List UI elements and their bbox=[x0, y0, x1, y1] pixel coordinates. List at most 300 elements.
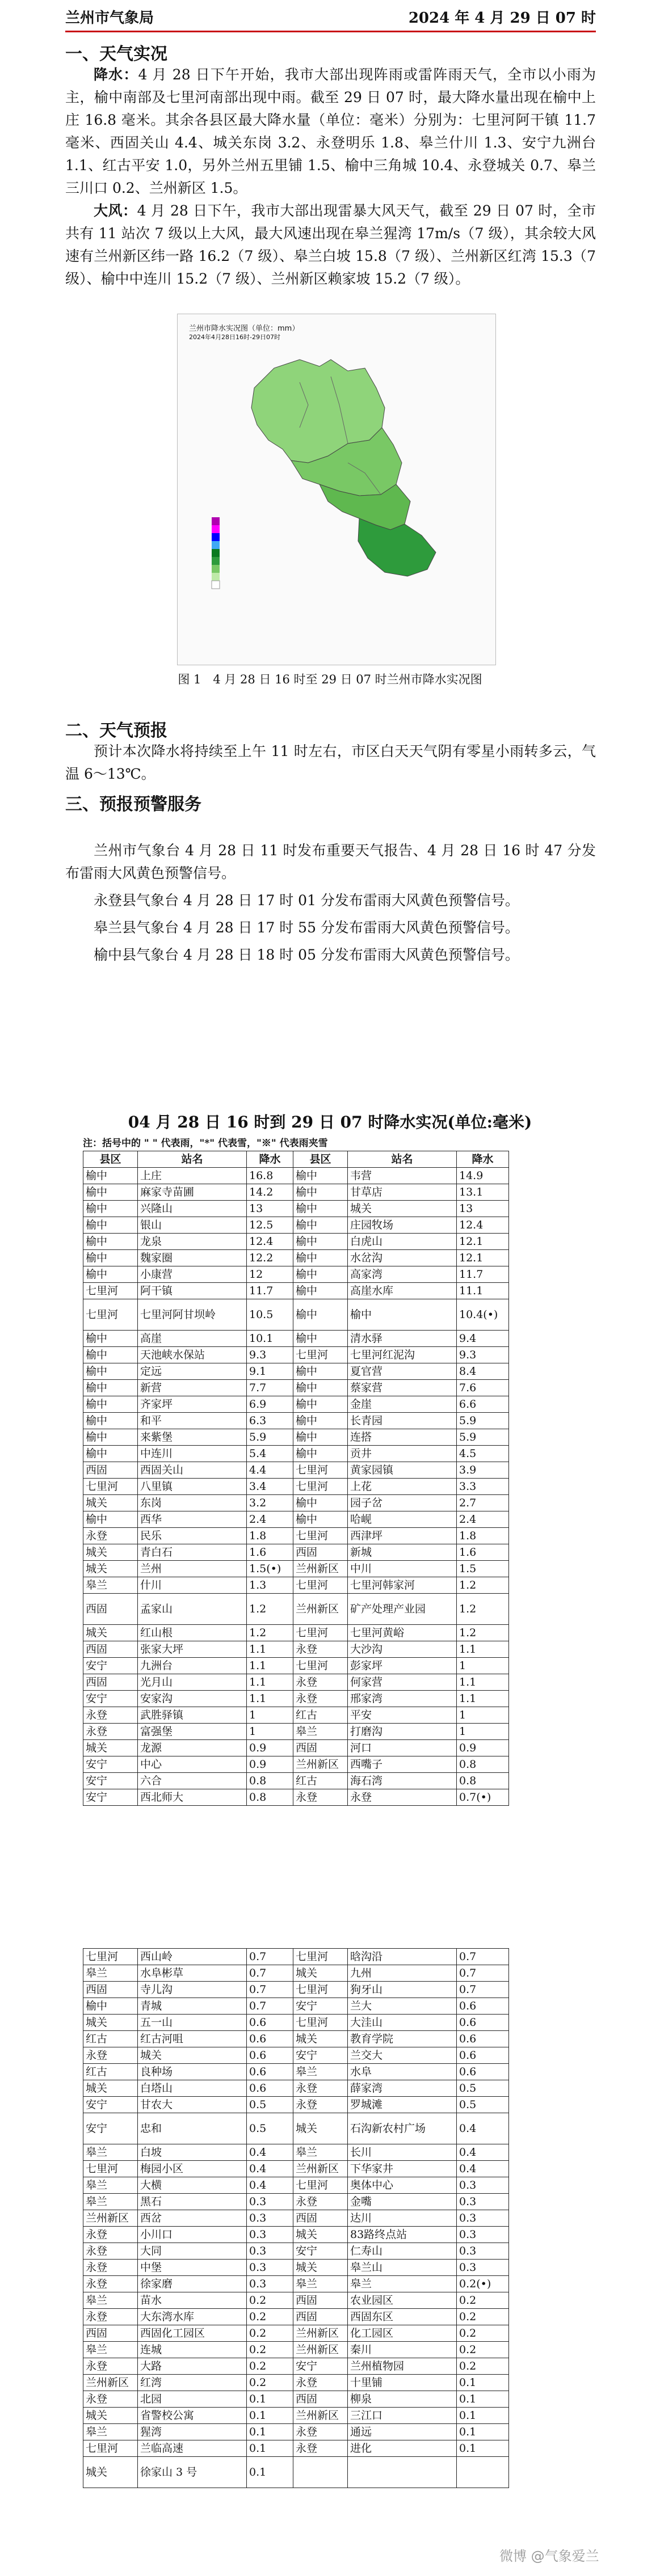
table-row bbox=[83, 1413, 509, 1429]
district-cell: 永登 bbox=[293, 2097, 348, 2113]
district-cell: 皋兰 bbox=[83, 1577, 138, 1594]
rainfall-cell: 5.9 bbox=[457, 1429, 509, 1446]
district-cell: 榆中 bbox=[83, 1413, 138, 1429]
report-date: 2024 年 4 月 29 日 07 时 bbox=[408, 10, 596, 27]
table-title: 04 月 28 日 16 时到 29 日 07 时降水实况(单位:毫米) bbox=[128, 1113, 532, 1131]
station-cell bbox=[348, 2457, 457, 2488]
station-cell: 连搭 bbox=[348, 1429, 457, 1446]
district-cell: 安宁 bbox=[83, 1756, 138, 1773]
rainfall-cell: 0.2 bbox=[457, 2292, 509, 2309]
district-cell: 兰州新区 bbox=[83, 2210, 138, 2227]
org-name: 兰州市气象局 bbox=[65, 10, 154, 27]
table-row bbox=[83, 1528, 509, 1544]
district-cell: 永登 bbox=[83, 2309, 138, 2325]
district-cell: 榆中 bbox=[83, 1234, 138, 1250]
table-row bbox=[83, 1982, 509, 1998]
rainfall-cell: 1 bbox=[247, 1707, 293, 1724]
station-cell: 小康营 bbox=[138, 1266, 247, 1283]
rainfall-cell: 1.2 bbox=[457, 1594, 509, 1625]
district-cell: 七里河 bbox=[83, 1479, 138, 1495]
table-row bbox=[83, 2144, 509, 2161]
rainfall-cell: 0.3 bbox=[247, 2260, 293, 2276]
station-cell: 新城 bbox=[348, 1544, 457, 1561]
rainfall-cell: 0.6 bbox=[247, 2064, 293, 2080]
report-header bbox=[65, 8, 596, 32]
table-row bbox=[83, 2080, 509, 2097]
district-cell: 安宁 bbox=[83, 1773, 138, 1789]
district-cell: 榆中 bbox=[293, 1168, 348, 1184]
district-cell: 永登 bbox=[83, 2260, 138, 2276]
rainfall-cell: 14.2 bbox=[247, 1184, 293, 1201]
rainfall-cell: 11.7 bbox=[247, 1283, 293, 1299]
table-row bbox=[83, 2358, 509, 2375]
section-title-warnings: 三、预报预警服务 bbox=[65, 795, 201, 814]
district-cell: 城关 bbox=[83, 2080, 138, 2097]
station-cell: 梅园小区 bbox=[138, 2161, 247, 2177]
district-cell: 西固 bbox=[83, 1462, 138, 1479]
district-cell: 七里河 bbox=[83, 1949, 138, 1965]
station-cell: 邢家湾 bbox=[348, 1691, 457, 1707]
station-cell: 忠和 bbox=[138, 2113, 247, 2144]
table-row bbox=[83, 2113, 509, 2144]
table-row bbox=[83, 2210, 509, 2227]
station-cell: 西津坪 bbox=[348, 1528, 457, 1544]
warning-yuzhong: 榆中县气象台 4 月 28 日 18 时 05 分发布雷雨大风黄色预警信号。 bbox=[94, 947, 519, 963]
rainfall-cell: 0.3 bbox=[457, 2194, 509, 2210]
wind-paragraph bbox=[65, 200, 596, 290]
rainfall-cell: 0.4 bbox=[457, 2161, 509, 2177]
table-row bbox=[83, 1495, 509, 1511]
district-cell: 城关 bbox=[83, 2408, 138, 2424]
table-row bbox=[83, 2047, 509, 2064]
district-cell: 安宁 bbox=[83, 1658, 138, 1674]
station-cell: 红湾 bbox=[138, 2375, 247, 2391]
rainfall-cell: 0.2 bbox=[247, 2325, 293, 2342]
table-row bbox=[83, 1201, 509, 1217]
station-cell: 长川 bbox=[348, 2144, 457, 2161]
station-cell: 龙源 bbox=[138, 1740, 247, 1756]
rainfall-cell: 1.8 bbox=[247, 1528, 293, 1544]
table-row bbox=[83, 1740, 509, 1756]
station-cell: 黄家园镇 bbox=[348, 1462, 457, 1479]
station-cell: 徐家山 3 号 bbox=[138, 2457, 247, 2488]
district-cell: 城关 bbox=[83, 1625, 138, 1641]
map-title: 兰州市降水实况图（单位：mm） bbox=[189, 324, 300, 333]
column-header: 县区 bbox=[83, 1151, 138, 1168]
table-row bbox=[83, 2342, 509, 2358]
rainfall-cell: 1.1 bbox=[247, 1691, 293, 1707]
district-cell bbox=[293, 2457, 348, 2488]
station-cell: 青白石 bbox=[138, 1544, 247, 1561]
district-cell: 兰州新区 bbox=[293, 1561, 348, 1577]
table-row bbox=[83, 1363, 509, 1380]
rainfall-cell: 13 bbox=[247, 1201, 293, 1217]
table-row bbox=[83, 2309, 509, 2325]
table-header-row bbox=[83, 1151, 509, 1168]
station-cell: 兰交大 bbox=[348, 2047, 457, 2064]
rainfall-cell: 12.1 bbox=[457, 1250, 509, 1266]
district-cell: 安宁 bbox=[293, 1998, 348, 2015]
district-cell: 榆中 bbox=[293, 1201, 348, 1217]
station-cell: 苗水 bbox=[138, 2292, 247, 2309]
rainfall-cell: 5.9 bbox=[457, 1413, 509, 1429]
rainfall-cell: 1.1 bbox=[247, 1674, 293, 1691]
district-cell: 永登 bbox=[293, 2375, 348, 2391]
station-cell: 秦川 bbox=[348, 2342, 457, 2358]
table-row bbox=[83, 1707, 509, 1724]
district-cell: 皋兰 bbox=[83, 2342, 138, 2358]
rainfall-cell: 0.6 bbox=[247, 2080, 293, 2097]
table-row bbox=[83, 2260, 509, 2276]
rainfall-cell: 0.8 bbox=[247, 1789, 293, 1806]
rainfall-cell: 7.7 bbox=[247, 1380, 293, 1396]
table-row bbox=[83, 1347, 509, 1363]
rainfall-cell: 1.6 bbox=[457, 1544, 509, 1561]
district-cell: 七里河 bbox=[83, 2161, 138, 2177]
rainfall-cell: 9.1 bbox=[247, 1363, 293, 1380]
station-cell: 银山 bbox=[138, 1217, 247, 1234]
district-cell: 榆中 bbox=[83, 1380, 138, 1396]
station-cell: 七里河韩家河 bbox=[348, 1577, 457, 1594]
rainfall-cell: 0.5 bbox=[457, 2080, 509, 2097]
rainfall-cell: 0.1 bbox=[457, 2375, 509, 2391]
station-cell: 西北师大 bbox=[138, 1789, 247, 1806]
rainfall-cell: 3.3 bbox=[457, 1479, 509, 1495]
table-row bbox=[83, 1674, 509, 1691]
station-cell: 罗城滩 bbox=[348, 2097, 457, 2113]
rainfall-cell: 1.1 bbox=[457, 1674, 509, 1691]
table-row bbox=[83, 1446, 509, 1462]
table-row bbox=[83, 1299, 509, 1331]
station-cell: 九洲台 bbox=[138, 1658, 247, 1674]
district-cell: 榆中 bbox=[293, 1396, 348, 1413]
station-cell: 夏官营 bbox=[348, 1363, 457, 1380]
rainfall-cell: 0.4 bbox=[247, 2177, 293, 2194]
station-cell: 化工园区 bbox=[348, 2325, 457, 2342]
station-cell: 十里铺 bbox=[348, 2375, 457, 2391]
station-cell: 小川口 bbox=[138, 2227, 247, 2243]
station-cell: 张家大坪 bbox=[138, 1641, 247, 1658]
rainfall-cell: 2.7 bbox=[457, 1495, 509, 1511]
table-row bbox=[83, 1691, 509, 1707]
table-row bbox=[83, 1168, 509, 1184]
station-cell: 长青园 bbox=[348, 1413, 457, 1429]
rainfall-cell: 0.5 bbox=[457, 2097, 509, 2113]
district-cell: 皋兰 bbox=[83, 2177, 138, 2194]
district-cell: 永登 bbox=[83, 2243, 138, 2260]
station-cell: 哈岘 bbox=[348, 1511, 457, 1528]
station-cell: 三江口 bbox=[348, 2408, 457, 2424]
district-cell: 西固 bbox=[83, 1594, 138, 1625]
rainfall-cell: 1.3 bbox=[247, 1577, 293, 1594]
rainfall-cell: 0.7 bbox=[247, 1965, 293, 1982]
column-header: 降水 bbox=[457, 1151, 509, 1168]
station-cell: 省警校公寓 bbox=[138, 2408, 247, 2424]
station-cell: 彭家坪 bbox=[348, 1658, 457, 1674]
station-cell: 甘农大 bbox=[138, 2097, 247, 2113]
table-row bbox=[83, 1429, 509, 1446]
district-cell: 城关 bbox=[83, 2457, 138, 2488]
district-cell: 七里河 bbox=[293, 1577, 348, 1594]
district-cell: 永登 bbox=[83, 1724, 138, 1740]
district-cell: 兰州新区 bbox=[293, 1594, 348, 1625]
district-cell: 永登 bbox=[293, 2194, 348, 2210]
rainfall-cell: 0.6 bbox=[457, 2047, 509, 2064]
rainfall-cell: 10.5 bbox=[247, 1299, 293, 1331]
rainfall-cell: 4.5 bbox=[457, 1446, 509, 1462]
table-row bbox=[83, 2292, 509, 2309]
rainfall-cell: 0.6 bbox=[247, 2015, 293, 2031]
station-cell: 河口 bbox=[348, 1740, 457, 1756]
warning-gaolan: 皋兰县气象台 4 月 28 日 17 时 55 分发布雷雨大风黄色预警信号。 bbox=[94, 919, 519, 936]
rainfall-cell: 0.1 bbox=[247, 2440, 293, 2457]
station-cell: 西华 bbox=[138, 1511, 247, 1528]
rainfall-table-part2 bbox=[83, 1948, 509, 2488]
district-cell: 皋兰 bbox=[83, 1965, 138, 1982]
warning-lanzhou: 兰州市气象台 4 月 28 日 11 时发布重要天气报告、4 月 28 日 16 时 47 分发布雷雨大风黄色预警信号。 bbox=[65, 842, 596, 881]
district-cell: 西固 bbox=[293, 2292, 348, 2309]
rain-paragraph bbox=[65, 64, 596, 200]
column-header: 站名 bbox=[348, 1151, 457, 1168]
map-region-yuzhong-south bbox=[358, 518, 436, 576]
station-cell: 连城 bbox=[138, 2342, 247, 2358]
rainfall-cell: 1 bbox=[457, 1724, 509, 1740]
rainfall-cell: 0.2(•) bbox=[457, 2276, 509, 2292]
table-row bbox=[83, 1561, 509, 1577]
station-cell: 韦营 bbox=[348, 1168, 457, 1184]
table-row bbox=[83, 2325, 509, 2342]
district-cell: 榆中 bbox=[293, 1299, 348, 1331]
rainfall-cell: 1 bbox=[457, 1658, 509, 1674]
rainfall-cell: 0.1 bbox=[457, 2391, 509, 2408]
district-cell: 永登 bbox=[83, 2391, 138, 2408]
district-cell: 兰州新区 bbox=[293, 2408, 348, 2424]
rainfall-cell: 0.1 bbox=[457, 2440, 509, 2457]
rainfall-cell: 12 bbox=[247, 1266, 293, 1283]
rainfall-cell: 12.1 bbox=[457, 1234, 509, 1250]
rainfall-cell: 0.2 bbox=[457, 2309, 509, 2325]
station-cell: 定远 bbox=[138, 1363, 247, 1380]
rainfall-cell: 0.6 bbox=[457, 2064, 509, 2080]
station-cell: 水岔沟 bbox=[348, 1250, 457, 1266]
district-cell: 西固 bbox=[293, 2309, 348, 2325]
table-row bbox=[83, 2424, 509, 2440]
district-cell: 榆中 bbox=[83, 1347, 138, 1363]
district-cell: 皋兰 bbox=[83, 2292, 138, 2309]
station-cell: 兰州 bbox=[138, 1561, 247, 1577]
station-cell: 园子岔 bbox=[348, 1495, 457, 1511]
station-cell: 西固东区 bbox=[348, 2309, 457, 2325]
rainfall-cell: 0.2 bbox=[247, 2292, 293, 2309]
rainfall-cell: 5.4 bbox=[247, 1446, 293, 1462]
district-cell: 榆中 bbox=[293, 1234, 348, 1250]
rainfall-cell: 0.3 bbox=[247, 2194, 293, 2210]
district-cell: 安宁 bbox=[293, 2358, 348, 2375]
station-cell: 金嘴 bbox=[348, 2194, 457, 2210]
district-cell: 红古 bbox=[83, 2064, 138, 2080]
rainfall-cell: 11.1 bbox=[457, 1283, 509, 1299]
station-cell: 白塔山 bbox=[138, 2080, 247, 2097]
district-cell: 西固 bbox=[293, 2210, 348, 2227]
rainfall-cell: 0.3 bbox=[457, 2227, 509, 2243]
district-cell: 榆中 bbox=[293, 1446, 348, 1462]
district-cell: 榆中 bbox=[293, 1331, 348, 1347]
rainfall-cell: 4.4 bbox=[247, 1462, 293, 1479]
table-row bbox=[83, 2064, 509, 2080]
district-cell: 永登 bbox=[83, 2276, 138, 2292]
station-cell: 大沙沟 bbox=[348, 1641, 457, 1658]
table-row bbox=[83, 1380, 509, 1396]
table-row bbox=[83, 1641, 509, 1658]
station-cell: 高崖水库 bbox=[348, 1283, 457, 1299]
table-row bbox=[83, 1756, 509, 1773]
district-cell: 城关 bbox=[83, 1495, 138, 1511]
table-row bbox=[83, 1577, 509, 1594]
district-cell: 兰州新区 bbox=[293, 2342, 348, 2358]
rainfall-cell: 0.5 bbox=[247, 2113, 293, 2144]
rainfall-cell: 12.4 bbox=[457, 1217, 509, 1234]
rainfall-cell: 0.3 bbox=[247, 2243, 293, 2260]
station-cell: 农业园区 bbox=[348, 2292, 457, 2309]
district-cell: 西固 bbox=[83, 1674, 138, 1691]
station-cell: 龙泉 bbox=[138, 1234, 247, 1250]
district-cell: 安宁 bbox=[293, 2047, 348, 2064]
table-row bbox=[83, 1250, 509, 1266]
table-row bbox=[83, 1462, 509, 1479]
rainfall-cell: 0.6 bbox=[247, 2031, 293, 2047]
district-cell: 西固 bbox=[83, 2325, 138, 2342]
rainfall-cell: 0.6 bbox=[457, 1998, 509, 2015]
rainfall-cell: 0.4 bbox=[457, 2144, 509, 2161]
station-cell: 白虎山 bbox=[348, 1234, 457, 1250]
rainfall-cell: 0.2 bbox=[457, 2342, 509, 2358]
rainfall-cell: 1 bbox=[457, 1707, 509, 1724]
rainfall-cell: 0.1 bbox=[247, 2457, 293, 2488]
station-cell: 九州 bbox=[348, 1965, 457, 1982]
district-cell: 榆中 bbox=[83, 1168, 138, 1184]
district-cell: 永登 bbox=[293, 1691, 348, 1707]
district-cell: 七里河 bbox=[293, 1462, 348, 1479]
column-header: 县区 bbox=[293, 1151, 348, 1168]
table-row bbox=[83, 1266, 509, 1283]
rainfall-cell: 3.9 bbox=[457, 1462, 509, 1479]
district-cell: 榆中 bbox=[293, 1413, 348, 1429]
table-row bbox=[83, 2457, 509, 2488]
station-cell: 海石湾 bbox=[348, 1773, 457, 1789]
forecast-paragraph bbox=[65, 740, 596, 786]
rainfall-cell: 16.8 bbox=[247, 1168, 293, 1184]
station-cell: 榆中 bbox=[348, 1299, 457, 1331]
district-cell: 榆中 bbox=[83, 1250, 138, 1266]
station-cell: 石沟新农村广场 bbox=[348, 2113, 457, 2144]
station-cell: 中川 bbox=[348, 1561, 457, 1577]
district-cell: 西固 bbox=[293, 2391, 348, 2408]
district-cell: 七里河 bbox=[293, 1479, 348, 1495]
rainfall-cell: 14.9 bbox=[457, 1168, 509, 1184]
station-cell: 阿干镇 bbox=[138, 1283, 247, 1299]
station-cell: 大横 bbox=[138, 2177, 247, 2194]
rainfall-cell: 0.5 bbox=[247, 2097, 293, 2113]
station-cell: 安家沟 bbox=[138, 1691, 247, 1707]
district-cell: 七里河 bbox=[83, 1283, 138, 1299]
district-cell: 七里河 bbox=[293, 1347, 348, 1363]
station-cell: 狗牙山 bbox=[348, 1982, 457, 1998]
rainfall-cell: 9.3 bbox=[457, 1347, 509, 1363]
station-cell: 中堡 bbox=[138, 2260, 247, 2276]
district-cell: 城关 bbox=[83, 1740, 138, 1756]
station-cell: 高崖 bbox=[138, 1331, 247, 1347]
station-cell: 来紫堡 bbox=[138, 1429, 247, 1446]
table-row bbox=[83, 1331, 509, 1347]
wind-label: 大风： bbox=[94, 202, 137, 219]
station-cell: 兰州植物园 bbox=[348, 2358, 457, 2375]
rainfall-cell: 0.9 bbox=[457, 1740, 509, 1756]
table-row bbox=[83, 2227, 509, 2243]
rainfall-cell: 1.2 bbox=[457, 1577, 509, 1594]
station-cell: 皋兰山 bbox=[348, 2260, 457, 2276]
rainfall-cell: 0.3 bbox=[457, 2243, 509, 2260]
table-row bbox=[83, 1594, 509, 1625]
station-cell: 进化 bbox=[348, 2440, 457, 2457]
district-cell: 七里河 bbox=[293, 1528, 348, 1544]
district-cell: 榆中 bbox=[293, 1283, 348, 1299]
station-cell: 高家湾 bbox=[348, 1266, 457, 1283]
station-cell: 贡井 bbox=[348, 1446, 457, 1462]
station-cell: 上庄 bbox=[138, 1168, 247, 1184]
station-cell: 甘草店 bbox=[348, 1184, 457, 1201]
rainfall-cell: 1.6 bbox=[247, 1544, 293, 1561]
station-cell: 薛家湾 bbox=[348, 2080, 457, 2097]
station-cell: 兴隆山 bbox=[138, 1201, 247, 1217]
district-cell: 皋兰 bbox=[83, 2144, 138, 2161]
rainfall-cell: 9.4 bbox=[457, 1331, 509, 1347]
section-title-observations: 一、天气实况 bbox=[65, 44, 167, 64]
rainfall-cell: 8.4 bbox=[457, 1363, 509, 1380]
station-cell: 六合 bbox=[138, 1773, 247, 1789]
table-row bbox=[83, 1658, 509, 1674]
rainfall-cell: 3.2 bbox=[247, 1495, 293, 1511]
rainfall-cell: 1.1 bbox=[457, 1691, 509, 1707]
district-cell: 永登 bbox=[293, 1674, 348, 1691]
station-cell: 兰临高速 bbox=[138, 2440, 247, 2457]
district-cell: 皋兰 bbox=[83, 2424, 138, 2440]
district-cell: 榆中 bbox=[83, 1446, 138, 1462]
table-row bbox=[83, 1184, 509, 1201]
rainfall-cell: 0.3 bbox=[247, 2210, 293, 2227]
rainfall-cell: 1.2 bbox=[247, 1625, 293, 1641]
table-row bbox=[83, 1625, 509, 1641]
rainfall-cell: 0.4 bbox=[247, 2161, 293, 2177]
rainfall-cell: 0.1 bbox=[457, 2408, 509, 2424]
district-cell: 城关 bbox=[293, 2031, 348, 2047]
station-cell: 庄园牧场 bbox=[348, 1217, 457, 1234]
rainfall-cell: 12.4 bbox=[247, 1234, 293, 1250]
district-cell: 七里河 bbox=[293, 1949, 348, 1965]
district-cell: 榆中 bbox=[293, 1184, 348, 1201]
rainfall-cell: 1.2 bbox=[247, 1594, 293, 1625]
rainfall-cell: 0.2 bbox=[247, 2375, 293, 2391]
rain-text: 4 月 28 日下午开始，我市大部出现阵雨或雷阵雨天气，全市以小雨为主，榆中南部及七里河南部出现中雨。截至 29 日 07 时，最大降水量出现在榆中上庄 16.8 毫米。其余各县区最大降水量（单位：毫米）分别为：七里河阿干镇 11.7 毫米、西固关山 4.4、城关东岗 3.2、永登明乐 1.8、皋兰什川 1.3、安宁九洲台 1.1、红古平安 1.0，另外兰州五里铺 1.5、榆中三角城 10.4、永登城关 0.7、皋兰三川口 0.2、兰州新区 1.5。 bbox=[65, 66, 596, 196]
rainfall-cell: 0.7 bbox=[457, 1949, 509, 1965]
rainfall-cell: 0.7 bbox=[247, 1982, 293, 1998]
district-cell: 安宁 bbox=[83, 2113, 138, 2144]
station-cell: 兰大 bbox=[348, 1998, 457, 2015]
rainfall-cell: 0.3 bbox=[457, 2177, 509, 2194]
district-cell: 永登 bbox=[83, 2358, 138, 2375]
station-cell: 和平 bbox=[138, 1413, 247, 1429]
rainfall-cell: 0.3 bbox=[247, 2227, 293, 2243]
district-cell: 七里河 bbox=[83, 2440, 138, 2457]
